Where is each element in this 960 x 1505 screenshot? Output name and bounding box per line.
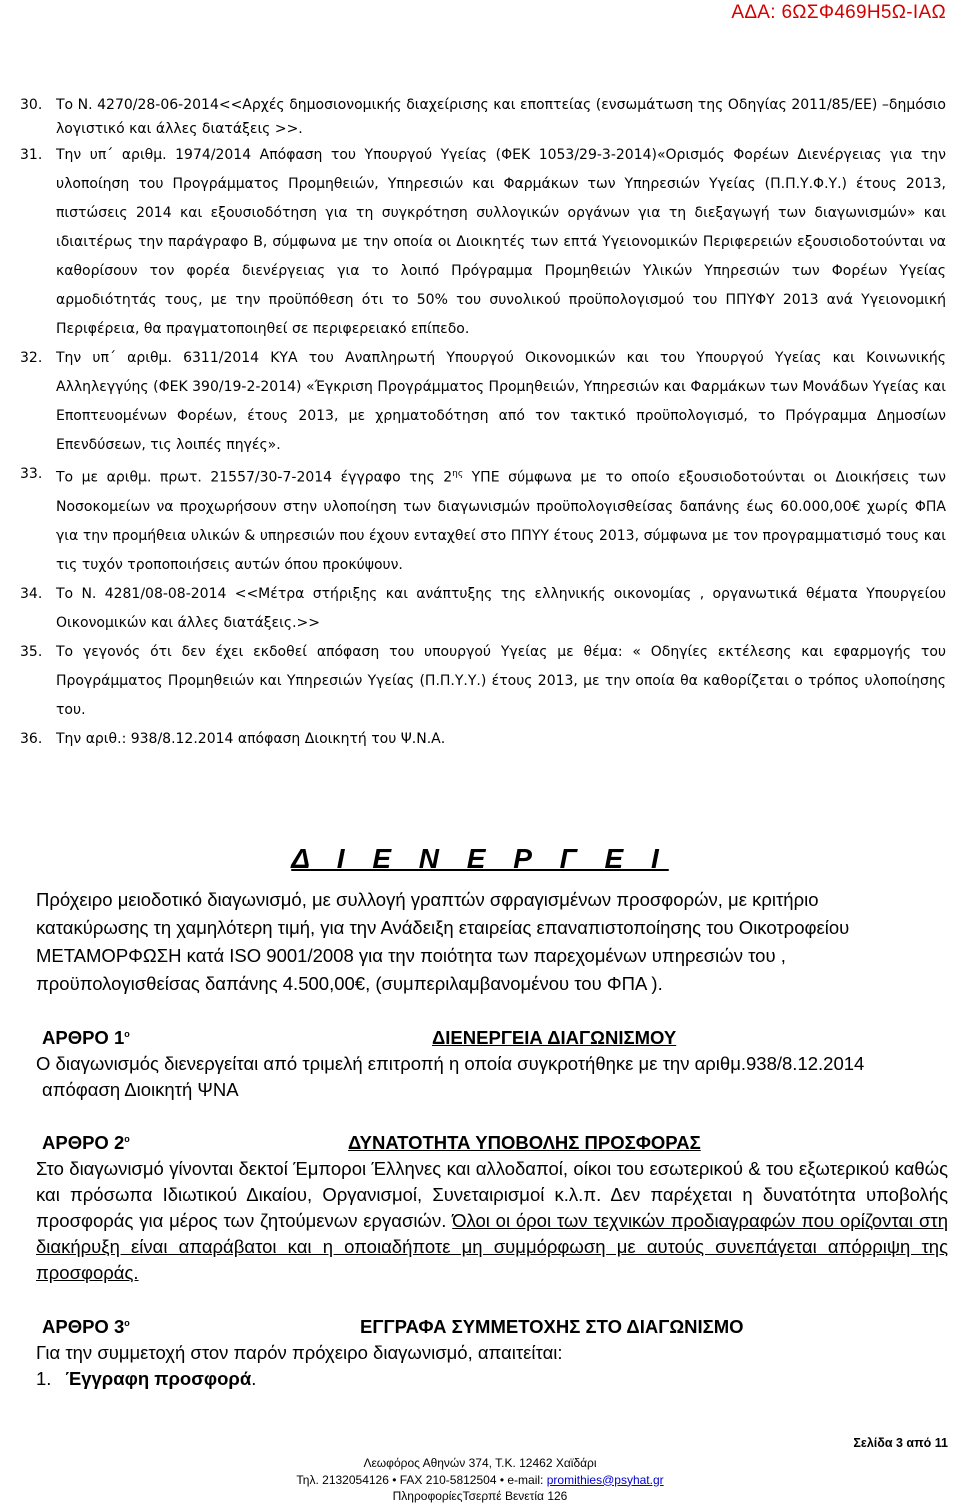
footer-phone: Τηλ. 2132054126 • FAX 210-5812504 • e-mail: <box>296 1472 544 1487</box>
footer-contact <box>0 1472 960 1489</box>
item-number: 36. <box>20 730 43 747</box>
ada-code: ΑΔΑ: 6ΩΣΦ469Η5Ω-ΙΑΩ <box>731 2 946 23</box>
bold-text: Έγγραφη προσφορά <box>65 1368 252 1389</box>
article-label <box>42 1132 130 1154</box>
article-title: ΔΥΝΑΤΟΤΗΤΑ ΥΠΟΒΟΛΗΣ ΠΡΟΣΦΟΡΑΣ <box>348 1132 701 1153</box>
footer-address: Λεωφόρος Αθηνών 374, Τ.Κ. 12462 Χαϊδάρι <box>363 1456 597 1470</box>
intro-line: Πρόχειρο μειοδοτικό διαγωνισμό, με συλλογή γραπτών σφραγισμένων προσφορών, με κριτήριο <box>36 889 819 910</box>
item-number: 34. <box>20 585 43 602</box>
numbered-line <box>36 1366 948 1392</box>
underlined-text: Όλοι οι όροι των τεχνικών προδιαγραφών που ορίζονται στη διακήρυξη είναι απαράβατοι και η οποιαδήποτε μη συμμόρφωση με αυτούς συνεπάγεται απόρριψη της προσφοράς. <box>36 1210 948 1283</box>
intro-line: προϋπολογισθείσας δαπάνης 4.500,00€, (συμπεριλαμβανομένου του ΦΠΑ ). <box>36 973 663 994</box>
item-text: Την υπ΄ αριθμ. 6311/2014 ΚΥΑ του Αναπληρωτή Υπουργού Οικονομικών και του Υπουργού Υγείας και Κοινωνικής Αλληλεγγύης (ΦΕΚ 390/19-2-2014) «Έγκριση Προγράμματος Προμηθειών, Υπηρεσιών και Φαρμάκων των Μονάδων Υγείας και Εποπτευομένων Φορέων, έτους 2013, με χρηματοδότηση από τον τακτικό προϋπολογισμό, το Πρόγραμμα Δημοσίων Επενδύσεων, τις λοιπές πηγές». <box>56 350 946 453</box>
item-text-part: ΥΠΕ σύμφωνα με το οποίο εξουσιοδοτούνται οι Διοικήσεις των Νοσοκομείων να προχωρήσουν στην υλοποίηση των διαγωνισμών προϋπολογισθείσας δαπάνης έως 60.000,00€ χωρίς ΦΠΑ για την προμήθεια υλικών & υπηρεσιών που έχουν ενταχθεί στο ΠΠΥΥ έτους 2013, σύμφωνα με τον προγραμματισμό τους και τις τυχόν τροποποιήσεις αυτών όπου προκύψουν. <box>56 469 946 573</box>
dienergei-heading: Δ Ι Ε Ν Ε Ρ Γ Ε Ι <box>291 843 669 874</box>
list-item <box>20 725 946 754</box>
ordinal: ο <box>124 1028 130 1039</box>
article-text: Στο διαγωνισμό γίνονται δεκτοί Έμποροι Έλληνες και αλλοδαποί, οίκοι του εσωτερικού & του εξωτερικού καθώς και πρόσωπα Ιδιωτικού Δικαίου, Οργανισμοί, Συνεταιρισμοί κ.λ.π. Δεν παρέχεται η δυνατότητα υποβολής προσφοράς για μέρος των ζητούμενων εργασιών. <box>36 1158 948 1231</box>
article-label-text: ΑΡΘΡΟ 1 <box>42 1027 125 1048</box>
intro-line: ΜΕΤΑΜΟΡΦΩΣΗ κατά ISO 9001/2008 για την ποιότητα των παρεχομένων υπηρεσιών του , <box>36 945 786 966</box>
footer <box>0 1455 960 1505</box>
page-number: Σελίδα 3 από 11 <box>853 1436 948 1450</box>
footer-info: ΠληροφορίεςΤσερπέ Βενετία 126 <box>392 1489 568 1503</box>
article-label-text: ΑΡΘΡΟ 3 <box>42 1316 125 1337</box>
legal-basis-list <box>20 93 946 754</box>
list-item <box>20 344 946 460</box>
list-item <box>20 638 946 725</box>
punct: . <box>251 1368 257 1389</box>
ordinal: ο <box>124 1133 130 1144</box>
article-line: απόφαση Διοικητή ΨΝΑ <box>42 1079 239 1100</box>
item-number: 35. <box>20 643 43 660</box>
item-number: 31. <box>20 147 43 163</box>
article-title <box>360 1316 744 1338</box>
article-line: Ο διαγωνισμός διενεργείται από τριμελή επιτροπή η οποία συγκροτήθηκε με την αριθμ.938/8.12.2014 <box>36 1053 865 1074</box>
item-text: Την αριθ.: 938/8.12.2014 απόφαση Διοικητή του Ψ.Ν.Α. <box>56 730 446 747</box>
item-number: 32. <box>20 350 43 366</box>
intro-line: κατακύρωσης τη χαμηλότερη τιμή, για την Ανάδειξη εταιρείας επαναπιστοποίησης του Οικοτροφείου <box>36 917 850 938</box>
article-3-text <box>36 1340 948 1392</box>
article-line: Για την συμμετοχή στον παρόν πρόχειρο διαγωνισμό, απαιτείται: <box>36 1342 563 1363</box>
article-title-text: ΕΓΓΡΑΦΑ ΣΥΜΜΕΤΟΧΗΣ ΣΤΟ ΔΙΑΓΩΝΙΣΜΟ <box>360 1316 744 1337</box>
item-number: 30. <box>20 97 43 113</box>
ordinal: ο <box>124 1317 130 1328</box>
item-number: 1. <box>36 1368 52 1389</box>
article-label <box>42 1027 130 1049</box>
list-item <box>20 93 946 141</box>
intro-paragraph <box>36 886 948 998</box>
item-text: Το Ν. 4270/28-06-2014<<Αρχές δημοσιονομικής διαχείρισης και εποπτείας (ενσωμάτωση της Οδηγίας 2011/85/ΕΕ) –δημόσιο λογιστικό και άλλες διατάξεις >>. <box>56 97 946 137</box>
item-text: Το Ν. 4281/08-08-2014 <<Μέτρα στήριξης και ανάπτυξης της ελληνικής οικονομίας , οργανωτικά θέματα Υπουργείου Οικονομικών και άλλες διατάξεις.>> <box>56 585 946 631</box>
list-item <box>20 460 946 580</box>
article-2-text <box>36 1156 948 1286</box>
article-1-text <box>36 1051 948 1103</box>
email-link[interactable]: promithies@psyhat.gr <box>546 1472 664 1487</box>
item-text: Το γεγονός ότι δεν έχει εκδοθεί απόφαση του υπουργού Υγείας με θέμα: « Οδηγίες εκτέλεσης και εφαρμογής του Προγράμματος Προμηθειών και Υπηρεσιών Υγείας (Π.Π.Υ.Υ.) έτους 2013, με την οποία θα καθορίζεται ο τρόπος υλοποίησης του. <box>56 643 946 718</box>
article-title: ΔΙΕΝΕΡΓΕΙΑ ΔΙΑΓΩΝΙΣΜΟΥ <box>432 1027 677 1048</box>
article-label-text: ΑΡΘΡΟ 2 <box>42 1132 125 1153</box>
superscript: ης <box>452 469 464 479</box>
list-item <box>20 580 946 638</box>
item-text-part: Το με αριθμ. πρωτ. 21557/30-7-2014 έγγραφο της 2 <box>56 469 453 486</box>
article-label <box>42 1316 130 1338</box>
list-item <box>20 141 946 344</box>
item-text: Την υπ΄ αριθμ. 1974/2014 Απόφαση του Υπουργού Υγείας (ΦΕΚ 1053/29-3-2014)«Ορισμός Φορέων Διενέργειας για την υλοποίηση του Προγράμματος Προμηθειών, Υπηρεσιών και Φαρμάκων των Υπηρεσιών Υγείας (Π.Π.Υ.Φ.Υ.) έτους 2013, πιστώσεις 2014 και εξουσιοδότηση για τη συγκρότηση συλλογικών οργάνων για τη διεξαγωγή των διαγωνισμών» και ιδιαιτέρως την παράγραφο Β, σύμφωνα με την οποία οι Διοικητές των επτά Υγειονομικών Περιφερειών εξουσιοδοτούνται να καθορίσουν τον φορέα διενέργειας για το λοιπό Πρόγραμμα Προμηθειών Υλικών Υπηρεσιών των Φορέων Υγείας αρμοδιότητάς τους, με την προϋπόθεση ότι το 50% του συνολικού προϋπολογισμού του ΠΠΥΦΥ 2013 ανά Υγειονομική Περιφέρεια, θα πραγματοποιηθεί σε περιφερειακό επίπεδο. <box>56 147 946 337</box>
item-number: 33. <box>20 466 43 482</box>
item-text <box>56 460 946 580</box>
